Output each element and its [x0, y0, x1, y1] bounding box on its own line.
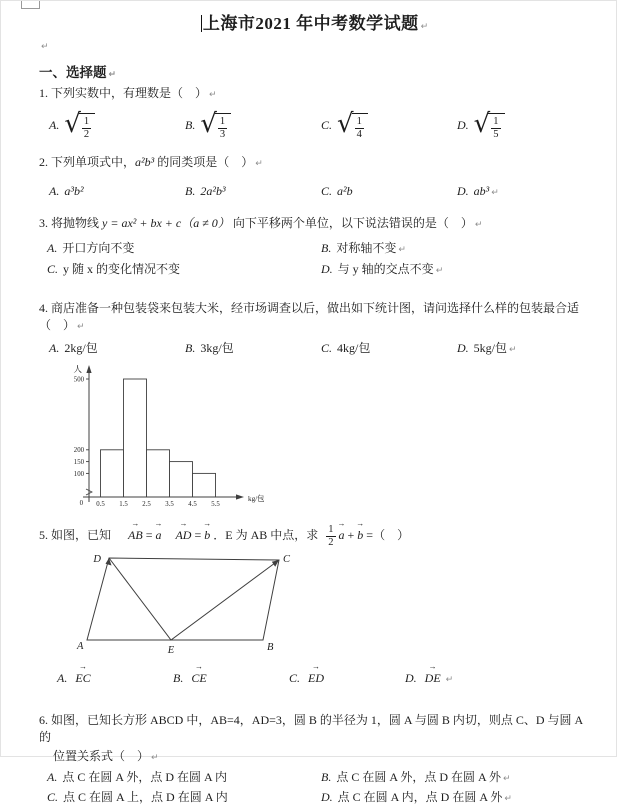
return-mark: ↵ [151, 752, 159, 763]
question-4-text: 4. 商店准备一种包装袋来包装大米，经市场调查以后，做出如下统计图，请问选择什么样的包装最合适（ ） [39, 301, 580, 333]
sqrt-expression [337, 109, 368, 140]
option-label: A. [47, 770, 58, 785]
histogram-bar-3.5-4.5kg [170, 461, 193, 496]
q1-option-c [321, 109, 457, 140]
option-label: D. [457, 340, 469, 355]
radical-sign: √ [337, 109, 354, 140]
q6-option-d [321, 789, 512, 806]
question-3-text: 3. 将抛物线 [39, 215, 103, 230]
y-tick-label: 200 [73, 447, 84, 455]
q5-option-d [405, 667, 521, 690]
y-axis-label: 人 [73, 363, 82, 374]
question-6-line2 [39, 748, 590, 765]
fraction-numerator: 1 [356, 116, 362, 128]
label-D: D [93, 554, 101, 566]
return-mark: ↵ [255, 159, 263, 170]
q5-option-b [173, 667, 289, 690]
option-text: 2kg/包 [64, 340, 98, 355]
option-text: 3kg/包 [200, 340, 234, 355]
fraction-denominator: 4 [356, 128, 362, 140]
option-text: 5kg/包 [473, 340, 508, 355]
option-label: C. [321, 183, 333, 198]
fraction-numerator: 1 [219, 116, 226, 128]
return-mark: ↵ [420, 22, 429, 32]
vector-a: → a [338, 524, 346, 547]
fraction-denominator: 2 [328, 536, 334, 548]
option-text: 点 C 在圆 A 外，点 D 在圆 A 外 [336, 770, 502, 785]
inline-math: a²b³ [135, 155, 155, 170]
radical-sign: √ [473, 109, 491, 140]
return-mark: ↵ [77, 322, 85, 333]
y-tick-label: 100 [73, 470, 84, 478]
vector-EC: → EC [74, 667, 91, 690]
q3-option-c [47, 261, 321, 278]
option-label: D. [321, 790, 333, 805]
option-label: D. [457, 183, 469, 198]
return-mark: ↵ [209, 90, 217, 100]
question-3-text-cont: 向下平移两个单位，以下说法错误的是（ ） [229, 215, 473, 230]
return-mark: ↵ [509, 344, 517, 355]
return-mark: ↵ [504, 794, 512, 805]
vector-b: → b [356, 524, 364, 547]
vector-DE: → DE [424, 667, 442, 690]
text-cursor [201, 15, 202, 32]
x-tick-label: 3.5 [165, 500, 174, 508]
vector-CE: → CE [190, 667, 207, 690]
fraction-one-half [326, 524, 335, 548]
histogram-bar-1.5-2.5kg [124, 379, 147, 497]
arrowhead-at-D [106, 558, 112, 566]
fraction-numerator: 1 [493, 116, 499, 128]
question-3-options-row2 [39, 261, 590, 278]
fraction-numerator: 1 [328, 524, 334, 536]
vector-AB: → AB [127, 524, 144, 547]
q1-option-d [457, 109, 505, 140]
vector-b: → b [203, 524, 211, 547]
option-label: C. [289, 671, 301, 686]
q4-option-a [49, 339, 185, 356]
x-axis-arrow [236, 494, 244, 499]
section-heading-text: 一、选择题 [39, 65, 107, 80]
question-5-text-cont: ．E 为 AB 中点，求 [213, 527, 319, 542]
fraction-denominator: 2 [83, 128, 90, 140]
option-label: A. [49, 183, 60, 198]
q2-option-a [49, 184, 185, 199]
option-label: D. [321, 261, 333, 276]
question-6-options-row1 [39, 769, 590, 786]
monomial-expression: ab³ [473, 183, 490, 198]
q4-option-d [457, 339, 517, 356]
question-6-text: 6. 如图，已知长方形 ABCD 中，AB=4，AD=3，圆 B 的半径为 1，圆 A 与圆 B 内切，则点 C、D 与圆 A 的 [39, 712, 583, 745]
q1-option-a [49, 109, 185, 140]
monomial-expression: 2a²b³ [200, 183, 226, 198]
option-label: B. [185, 340, 196, 355]
question-3-options-row1 [39, 240, 590, 257]
q2-option-c [321, 184, 457, 199]
empty-paragraph [39, 37, 590, 54]
question-4-options [39, 339, 590, 356]
x-tick-label: 4.5 [188, 500, 197, 508]
question-2-text: 2. 下列单项式中， [39, 155, 136, 170]
sqrt-expression [200, 109, 231, 140]
question-5-text-end: =（ ） [366, 527, 410, 542]
question-2-options [39, 184, 590, 199]
question-2 [39, 154, 590, 171]
histogram-figure [45, 362, 590, 524]
option-text: y 随 x 的变化情况不变 [63, 261, 181, 276]
return-mark: ↵ [435, 265, 444, 276]
question-4 [39, 300, 590, 335]
question-2-text-cont: 的同类项是（ ） [154, 155, 254, 170]
q6-option-b [321, 769, 511, 786]
option-label: A. [57, 671, 68, 686]
monomial-expression: a³b² [64, 183, 84, 198]
q5-option-c [289, 667, 405, 690]
return-mark: ↵ [503, 774, 511, 785]
q6-option-c [47, 789, 321, 806]
q3-option-a [47, 240, 321, 257]
q2-option-d [457, 184, 499, 199]
return-mark: ↵ [445, 675, 454, 686]
fraction-numerator: 1 [83, 116, 90, 128]
equals-sign: = [145, 527, 153, 542]
option-label: A. [49, 118, 60, 133]
label-E: E [167, 645, 175, 657]
option-label: B. [321, 241, 332, 256]
option-label: A. [47, 241, 58, 256]
label-B: B [267, 642, 274, 654]
parallelogram-figure [57, 549, 590, 661]
option-label: B. [185, 118, 196, 133]
sqrt-expression [64, 109, 95, 140]
option-label: C. [321, 118, 333, 133]
return-mark: ↵ [108, 70, 117, 80]
q3-option-b [321, 240, 406, 257]
x-axis-label: kg/包 [248, 494, 265, 503]
vector-ED: → ED [307, 667, 325, 690]
y-tick-label: 150 [73, 458, 84, 466]
radical-sign: √ [200, 109, 217, 140]
section-heading [39, 61, 590, 81]
question-6-text-cont: 位置关系式（ ） [53, 748, 150, 763]
option-label: C. [47, 790, 59, 805]
option-text: 点 C 在圆 A 内，点 D 在圆 A 外 [337, 790, 503, 805]
title-row [39, 9, 590, 34]
question-6-line1 [39, 712, 590, 747]
option-label: C. [47, 261, 59, 276]
q5-option-a [57, 667, 173, 690]
q1-option-b [185, 109, 321, 140]
origin-label: 0 [79, 499, 83, 507]
option-text: 点 C 在圆 A 外，点 D 在圆 A 内 [62, 770, 228, 785]
return-mark: ↵ [41, 42, 49, 52]
return-mark: ↵ [398, 245, 406, 256]
option-label: D. [457, 118, 469, 133]
option-text: 4kg/包 [337, 340, 371, 355]
x-tick-label: 5.5 [211, 500, 220, 508]
x-tick-label: 1.5 [119, 500, 128, 508]
option-label: C. [321, 340, 333, 355]
question-1 [39, 85, 590, 102]
q4-option-b [185, 339, 321, 356]
histogram-chart [45, 362, 285, 520]
y-tick-label: 500 [73, 376, 84, 384]
option-label: D. [405, 671, 417, 686]
label-C: C [283, 554, 291, 566]
q3-option-d [321, 261, 443, 278]
question-1-options [39, 109, 590, 140]
question-5-options [39, 667, 590, 690]
question-3 [39, 215, 590, 232]
radical-sign: √ [64, 109, 81, 140]
return-mark: ↵ [491, 187, 499, 198]
q2-option-b [185, 184, 321, 199]
question-6-options-row2 [39, 789, 590, 806]
y-axis-arrow [86, 365, 91, 373]
parallelogram-svg [57, 549, 297, 657]
page-corner-artifact [21, 1, 40, 9]
option-text: 与 y 轴的交点不变 [337, 261, 434, 276]
vector-a: → a [154, 524, 162, 547]
plus-sign: + [347, 527, 355, 542]
option-label: A. [49, 340, 60, 355]
inline-math: y = ax² + bx + c（a ≠ 0） [102, 215, 230, 230]
monomial-expression: a²b [337, 183, 353, 198]
equals-sign: = [194, 527, 202, 542]
fraction-denominator: 3 [219, 128, 226, 140]
question-5-text: 5. 如图，已知 [39, 527, 112, 542]
q4-option-c [321, 339, 457, 356]
question-1-text: 1. 下列实数中，有理数是（ ） [39, 86, 208, 100]
x-tick-label: 0.5 [96, 500, 105, 508]
option-text: 点 C 在圆 A 上，点 D 在圆 A 内 [63, 790, 228, 805]
fraction-denominator: 5 [493, 128, 499, 140]
option-label: B. [173, 671, 184, 686]
histogram-bar-4.5-5.5kg [193, 473, 216, 497]
q6-option-a [47, 769, 321, 786]
option-label: B. [321, 770, 332, 785]
page-title: 上海市2021 年中考数学试题 [202, 14, 419, 33]
histogram-bar-0.5-1.5kg [101, 450, 124, 497]
option-text: 开口方向不变 [62, 241, 135, 256]
label-A: A [77, 641, 84, 653]
x-tick-label: 2.5 [142, 500, 151, 508]
option-label: B. [185, 183, 196, 198]
return-mark: ↵ [474, 219, 483, 230]
sqrt-expression [473, 109, 505, 140]
question-5 [39, 524, 590, 548]
vector-AD: → AD [174, 524, 192, 547]
option-text: 对称轴不变 [336, 241, 397, 256]
histogram-bar-2.5-3.5kg [147, 450, 170, 497]
